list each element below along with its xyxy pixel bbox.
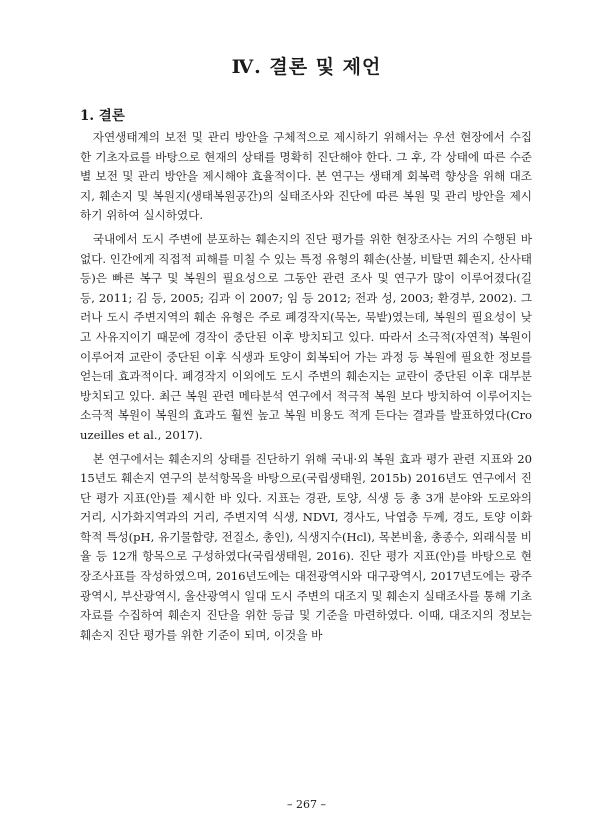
page-number: – 267 –: [287, 798, 326, 811]
paragraph-3: 본 연구에서는 훼손지의 상태를 진단하기 위해 국내·외 복원 효과 평가 관련 지표와 2015년도 훼손지 연구의 분석항목을 바탕으로(국립생태원, 2015b) 2016년도 연구에서 진단 평가 지표(안)를 제시한 바 있다. 지표는 경관, 토양, 식생 등 총 3개 분야와 도로와의 거리, 시가화지역과의 거리, 주변지역 식생, NDVI, 경사도, 낙엽층 두께, 경도, 토양 이화학적 특성(pH, 유기물함량, 전질소, 총인), 식생지수(Hcl), 목본비율, 총종수, 외래식물 비율 등 12개 항목으로 구성하였다(국립생태원, 2016). 진단 평가 지표(안)를 바탕으로 현장조사표를 작성하였으며, 2016년도에는 대전광역시와 대구광역시, 2017년도에는 광주광역시, 부산광역시, 울산광역시 일대 도시 주변의 대조지 및 훼손지 실태조사를 통해 기초자료를 수집하여 훼손지 진단을 위한 등급 및 기준을 마련하였다. 이때, 대조지의 정보는 훼손지 진단 평가를 위한 기준이 되며, 이것을 바: [80, 451, 532, 642]
chapter-title: Ⅳ. 결론 및 제언: [231, 56, 382, 78]
section-heading: 1. 결론: [80, 108, 125, 124]
paragraph-1: 자연생태계의 보전 및 관리 방안을 구체적으로 제시하기 위해서는 우선 현장에서 수집한 기초자료를 바탕으로 현재의 상태를 명확히 진단해야 한다. 그 후, 각 상태에 따른 수준별 보전 및 관리 방안을 제시해야 효율적이다. 본 연구는 생태계 회복력 향상을 위해 대조지, 훼손지 및 복원지(생태복원공간)의 실태조사와 진단에 따른 복원 및 관리 방안을 제시하기 위하여 실시하였다.: [80, 130, 532, 223]
body-text: [80, 128, 532, 649]
paragraph-2: 국내에서 도시 주변에 분포하는 훼손지의 진단 평가를 위한 현장조사는 거의 수행된 바 없다. 인간에게 직접적 피해를 미칠 수 있는 특정 유형의 훼손(산불, 비탈면 훼손지, 산사태 등)은 빠른 복구 및 복원의 필요성으로 그동안 관련 조사 및 연구가 많이 이루어졌다(길 등, 2011; 김 등, 2005; 김과 이 2007; 임 등 2012; 전과 성, 2003; 환경부, 2002). 그러나 도시 주변지역의 훼손 유형은 주로 폐경작지(묵논, 묵밭)였는데, 복원의 필요성이 낮고 사유지이기 때문에 경작이 중단된 이후 방치되고 있다. 따라서 소극적(자연적) 복원이 이루어져 교란이 중단된 이후 식생과 토양이 회복되어 가는 과정 등 복원에 필요한 정보를 얻는데 효과적이다. 폐경작지 이외에도 도시 주변의 훼손지는 교란이 중단된 이후 대부분 방치되고 있다. 최근 복원 관련 메타분석 연구에서 적극적 복원 보다 방치하여 이루어지는 소극적 복원이 복원의 효과도 훨씬 높고 복원 비용도 적게 든다는 결과를 발표하였다(Crouzeilles et al., 2017).: [80, 231, 532, 442]
